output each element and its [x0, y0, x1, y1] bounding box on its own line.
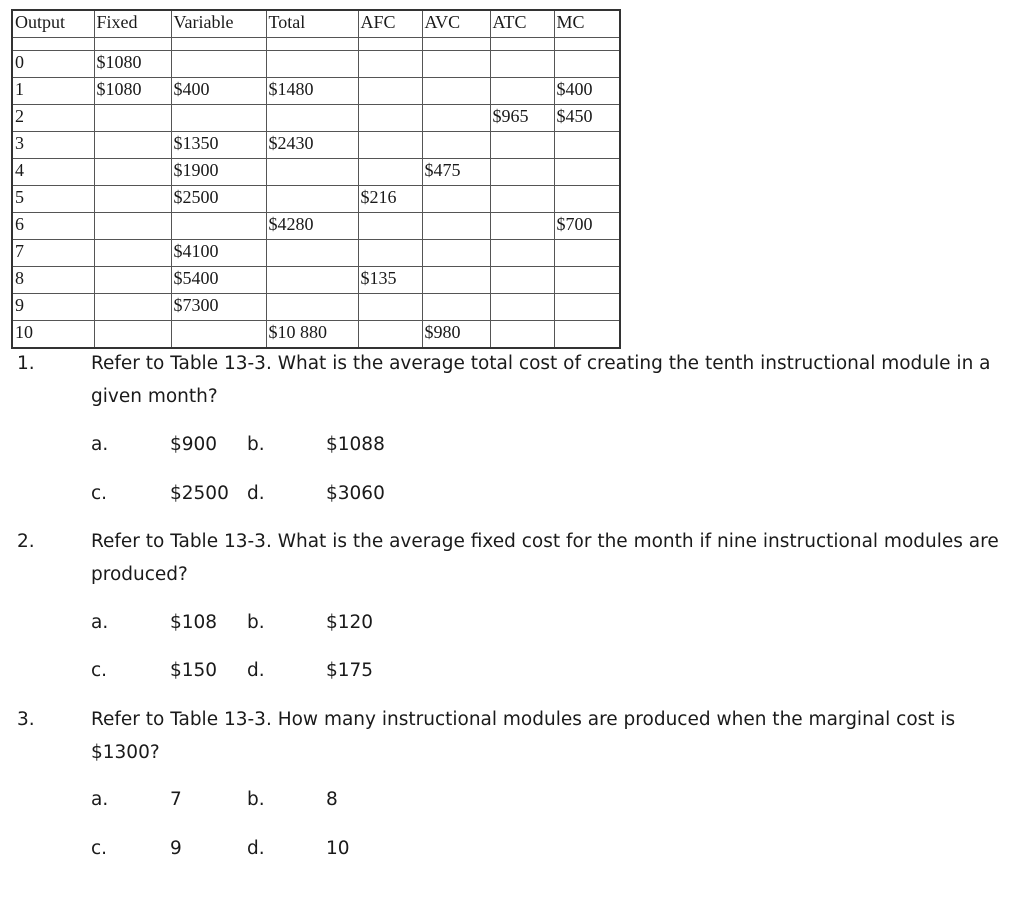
option-value: 8 — [326, 789, 338, 810]
cell-avc: $475 — [422, 159, 490, 186]
cell-atc: $965 — [490, 105, 554, 132]
cell-output: 2 — [12, 105, 94, 132]
cell-output: 0 — [12, 51, 94, 78]
option-value: $150 — [170, 660, 218, 681]
cell-variable: $5400 — [171, 267, 266, 294]
header-avc: AVC — [422, 10, 490, 38]
cell-mc: $400 — [554, 78, 620, 105]
header-fixed: Fixed — [94, 10, 171, 38]
cell-output: 5 — [12, 186, 94, 213]
cell-output: 4 — [12, 159, 94, 186]
option-value: $120 — [326, 612, 374, 633]
cell-total: $4280 — [266, 213, 358, 240]
option-letter: d. — [247, 483, 265, 504]
option-letter: b. — [247, 434, 265, 455]
option-value: 9 — [170, 838, 182, 859]
cell-avc: $980 — [422, 321, 490, 349]
cell-variable: $2500 — [171, 186, 266, 213]
cell-total: $10 880 — [266, 321, 358, 349]
option-value: $175 — [326, 660, 374, 681]
option-letter: a. — [91, 434, 109, 455]
cell-output: 6 — [12, 213, 94, 240]
cell-fixed: $1080 — [94, 78, 171, 105]
cell-mc: $700 — [554, 213, 620, 240]
cell-variable: $400 — [171, 78, 266, 105]
question-text: Refer to Table 13-3. What is the average total cost of creating the tenth instructional module in a given month? — [91, 353, 991, 407]
option-value: $108 — [170, 612, 218, 633]
option-value: $2500 — [170, 483, 229, 504]
header-total: Total — [266, 10, 358, 38]
question-number: 2. — [17, 531, 35, 552]
option-letter: a. — [91, 789, 109, 810]
option-letter: d. — [247, 838, 265, 859]
cell-afc: $135 — [358, 267, 422, 294]
cell-output: 10 — [12, 321, 94, 349]
cell-fixed: $1080 — [94, 51, 171, 78]
option-letter: c. — [91, 838, 108, 859]
cell-total: $1480 — [266, 78, 358, 105]
option-letter: d. — [247, 660, 265, 681]
cell-total: $2430 — [266, 132, 358, 159]
option-value: $3060 — [326, 483, 385, 504]
cell-variable: $1350 — [171, 132, 266, 159]
cell-variable: $7300 — [171, 294, 266, 321]
option-letter: b. — [247, 612, 265, 633]
option-letter: c. — [91, 483, 108, 504]
option-value: $900 — [170, 434, 218, 455]
question-text: Refer to Table 13-3. How many instructional modules are produced when the marginal cost is $1300? — [91, 709, 956, 763]
header-mc: MC — [554, 10, 620, 38]
cell-afc: $216 — [358, 186, 422, 213]
question-number: 3. — [17, 709, 35, 730]
cell-variable: $1900 — [171, 159, 266, 186]
option-value: 7 — [170, 789, 182, 810]
option-letter: a. — [91, 612, 109, 633]
cell-output: 8 — [12, 267, 94, 294]
header-output: Output — [12, 10, 94, 38]
header-afc: AFC — [358, 10, 422, 38]
header-atc: ATC — [490, 10, 554, 38]
cell-mc: $450 — [554, 105, 620, 132]
option-value: $1088 — [326, 434, 385, 455]
cell-variable: $4100 — [171, 240, 266, 267]
cell-output: 1 — [12, 78, 94, 105]
question-text: Refer to Table 13-3. What is the average fixed cost for the month if nine instructional modules are produced? — [91, 531, 999, 585]
cell-output: 9 — [12, 294, 94, 321]
header-variable: Variable — [171, 10, 266, 38]
option-letter: c. — [91, 660, 108, 681]
option-value: 10 — [326, 838, 350, 859]
cell-output: 7 — [12, 240, 94, 267]
question-number: 1. — [17, 353, 35, 374]
option-letter: b. — [247, 789, 265, 810]
cell-output: 3 — [12, 132, 94, 159]
